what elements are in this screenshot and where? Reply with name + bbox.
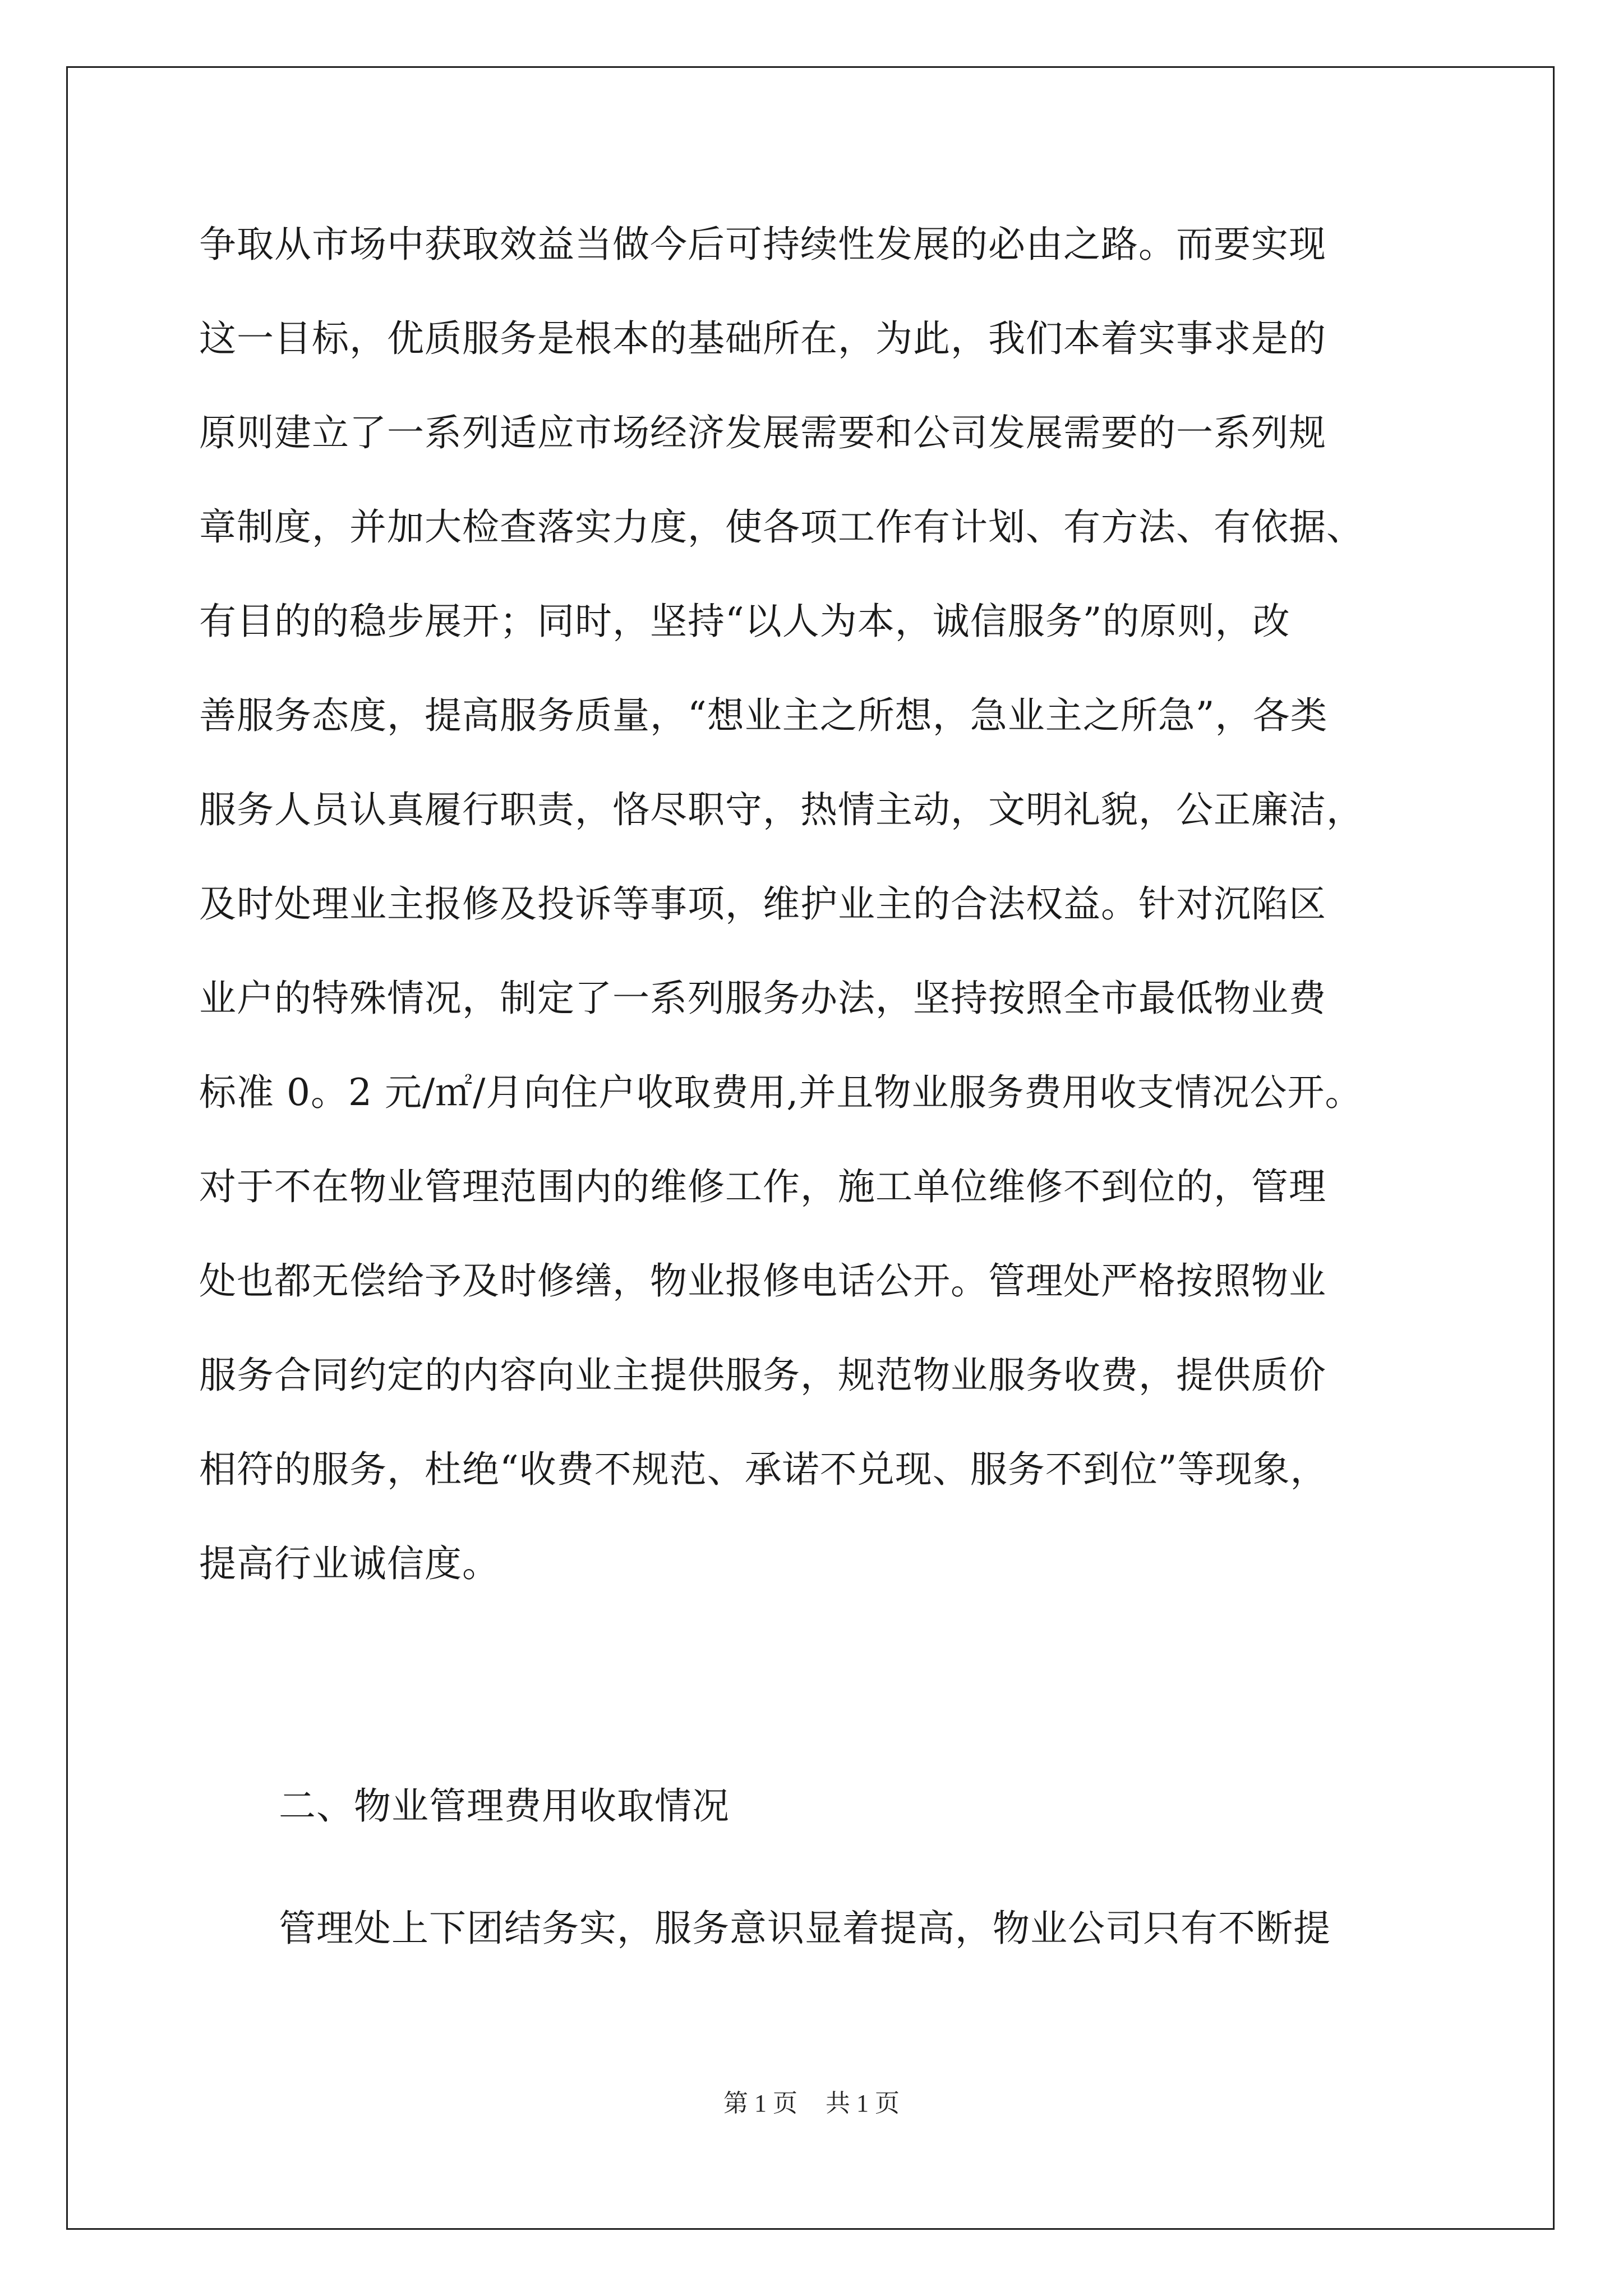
text-line: 这一目标，优质服务是根本的基础所在，为此，我们本着实事求是的 <box>199 317 1326 360</box>
text-line: 处也都无偿给予及时修缮，物业报修电话公开。管理处严格按照物业 <box>199 1259 1326 1303</box>
text-line: 业户的特殊情况，制定了一系列服务办法，坚持按照全市最低物业费 <box>199 977 1326 1020</box>
text-line: 服务人员认真履行职责，恪尽职守，热情主动，文明礼貌，公正廉洁， <box>199 788 1364 831</box>
text-line: 对于不在物业管理范围内的维修工作，施工单位维修不到位的，管理 <box>199 1165 1326 1208</box>
body-paragraph <box>199 217 1467 1630</box>
page-footer <box>0 2087 1623 2120</box>
text-line: 提高行业诚信度。 <box>199 1542 500 1585</box>
text-line: 服务合同约定的内容向业主提供服务，规范物业服务收费，提供质价 <box>199 1354 1326 1397</box>
page-number: 第 1 页 <box>723 2090 797 2117</box>
text-line: 善服务态度，提高服务质量，“想业主之所想，急业主之所急”，各类 <box>199 694 1328 737</box>
section-heading: 二、物业管理费用收取情况 <box>279 1784 730 1828</box>
text-line: 章制度，并加大检查落实力度，使各项工作有计划、有方法、有依据、 <box>199 505 1364 549</box>
text-line: 及时处理业主报修及投诉等事项，维护业主的合法权益。针对沉陷区 <box>199 882 1326 926</box>
text-line: 原则建立了一系列适应市场经济发展需要和公司发展需要的一系列规 <box>199 411 1326 454</box>
page-total: 共 1 页 <box>826 2090 900 2117</box>
text-line: 标准 0。2 元/㎡/月向住户收取费用,并且物业服务费用收支情况公开。 <box>199 1071 1363 1114</box>
paragraph-start: 管理处上下团结务实，服务意识显着提高，物业公司只有不断提 <box>279 1907 1331 1950</box>
text-line: 有目的的稳步展开；同时，坚持“以人为本，诚信服务”的原则，改 <box>199 600 1290 643</box>
text-line: 相符的服务，杜绝“收费不规范、承诺不兑现、服务不到位”等现象， <box>199 1448 1328 1491</box>
text-line: 争取从市场中获取效益当做今后可持续性发展的必由之路。而要实现 <box>199 223 1326 266</box>
